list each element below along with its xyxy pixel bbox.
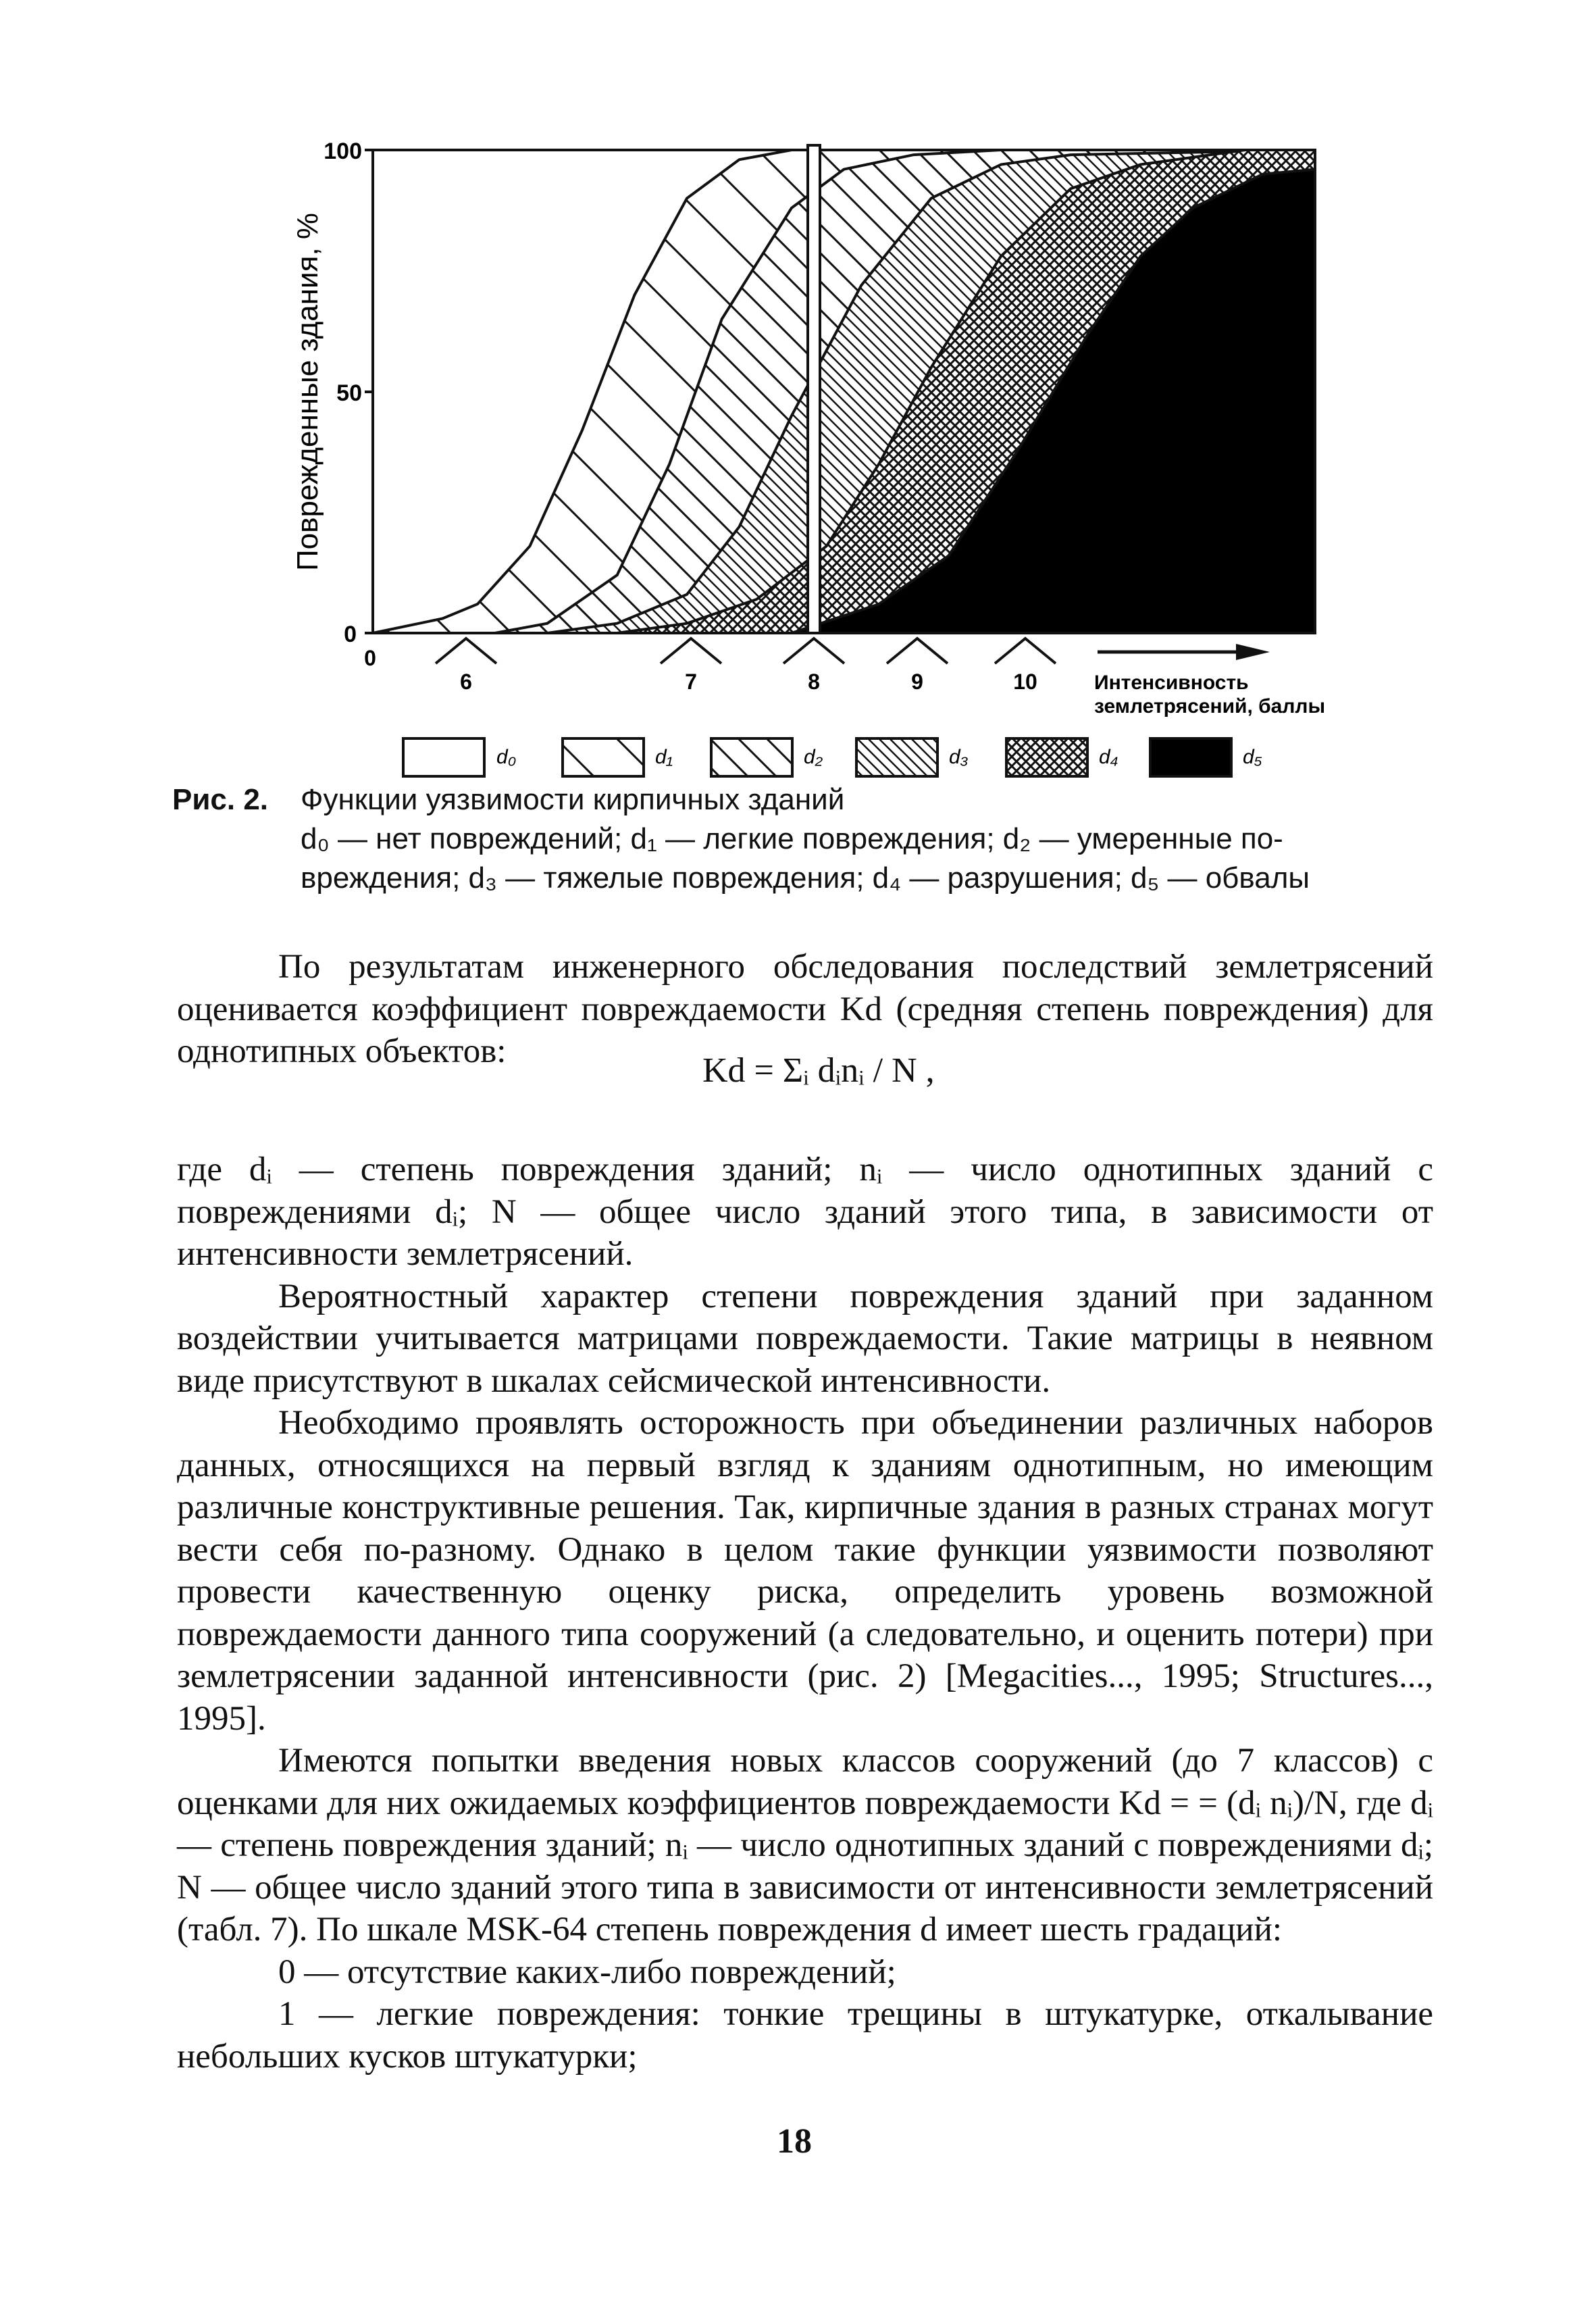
legend-swatch-d4	[1006, 738, 1087, 776]
legend	[403, 738, 1262, 776]
legend-label-d3: d₃	[949, 746, 969, 768]
legend-label-d0: d₀	[496, 746, 517, 768]
legend-label-d5: d₅	[1243, 746, 1262, 768]
x-origin-label: 0	[364, 646, 376, 670]
paragraph-2: где dᵢ — степень повреждения зданий; nᵢ — число однотипных зданий с повреждениями dᵢ; N — общее число зданий этого типа, в зависимости от интенсивности землетрясений.	[177, 1151, 1433, 1273]
legend-swatch-d3	[856, 738, 937, 776]
legend-swatch-d1	[563, 738, 644, 776]
caption-label: Рис. 2.	[172, 783, 269, 816]
x-tick-label-9: 9	[911, 670, 923, 694]
x-tick-caret-7	[661, 638, 721, 663]
caption-line-2: d₀ — нет повреждений; d₁ — легкие повреждения; d₂ — умеренные по-	[301, 822, 1283, 855]
caption-line-3: вреждения; d₃ — тяжелые повреждения; d₄ — разрушения; d₅ — обвалы	[301, 861, 1310, 895]
legend-swatch-d2	[711, 738, 792, 776]
y-axis-label: Поврежденные здания, %	[291, 212, 324, 572]
paragraph-6: 0 — отсутствие каких-либо повреждений;	[278, 1953, 896, 1991]
paragraph-5: Имеются попытки введения новых классов сооружений (до 7 классов) с оценками для них ожидаемых коэффициентов повреждаемости Kd = = (dᵢ nᵢ)/N, где dᵢ — степень повреждения зданий; nᵢ — число однотипных зданий с повреждениями dᵢ; N — общее число зданий этого типа в зависимости от интенсивности землетрясений (табл. 7). По шкале MSK-64 степень повреждения d имеет шесть градаций:	[177, 1742, 1433, 1948]
x-tick-label-6: 6	[460, 670, 472, 694]
body-text-block	[177, 1149, 1433, 2078]
legend-swatch-d5	[1150, 738, 1231, 776]
legend-swatch-d0	[403, 738, 484, 776]
x-tick-caret-6	[436, 638, 496, 663]
intensity-arrow-head	[1236, 644, 1270, 660]
y-tick-label-100: 100	[324, 139, 362, 164]
paragraph-3: Вероятностный характер степени повреждения зданий при заданном воздействии учитывается матрицами повреждаемости. Такие матрицы в неявном виде присутствуют в шкалах сейсмической интенсивности.	[177, 1277, 1433, 1400]
paragraph-4: Необходимо проявлять осторожность при объединении различных наборов данных, относящихся на первый взгляд к зданиям однотипным, но имеющим различные конструктивные решения. Так, кирпичные здания в разных странах могут вести себя по-разному. Однако в целом такие функции уязвимости позволяют провести качественную оценку риска, определить уровень возможной повреждаемости данного типа сооружений (а следовательно, и оценить потери) при землетрясении заданной интенсивности (рис. 2) [Megacities..., 1995; Structures..., 1995].	[177, 1404, 1433, 1738]
paragraph-1: По результатам инженерного обследования последствий землетрясений оценивается коэффициент повреждаемости Kd (средняя степень повреждения) для однотипных объектов:	[177, 948, 1433, 1070]
x-tick-label-8: 8	[808, 670, 820, 694]
x-tick-caret-9	[887, 638, 948, 663]
x-axis-label-line2: землетрясений, баллы	[1094, 695, 1326, 718]
x-axis-label-line1: Интенсивность	[1094, 672, 1249, 694]
legend-label-d1: d₁	[655, 746, 673, 768]
x-tick-label-7: 7	[685, 670, 697, 694]
intensity-8-marker	[808, 145, 820, 633]
page-number: 18	[777, 2122, 812, 2161]
x-tick-carets	[436, 638, 1056, 663]
kd-formula: Kd = Σᵢ dᵢnᵢ / N ,	[702, 1051, 935, 1090]
legend-label-d2: d₂	[804, 746, 823, 768]
y-tick-label-0: 0	[344, 622, 357, 647]
area-bands	[373, 150, 1315, 633]
paragraph-7: 1 — легкие повреждения: тонкие трещины в штукатурке, откалывание небольших кусков штукатурки;	[177, 1995, 1433, 2076]
vulnerability-chart	[0, 0, 1596, 811]
x-tick-caret-8	[783, 638, 844, 663]
x-tick-label-10: 10	[1013, 670, 1037, 694]
caption-title: Функции уязвимости кирпичных зданий	[301, 783, 845, 816]
legend-label-d4: d₄	[1099, 746, 1118, 768]
y-tick-label-50: 50	[336, 380, 362, 406]
x-tick-caret-10	[995, 638, 1056, 663]
